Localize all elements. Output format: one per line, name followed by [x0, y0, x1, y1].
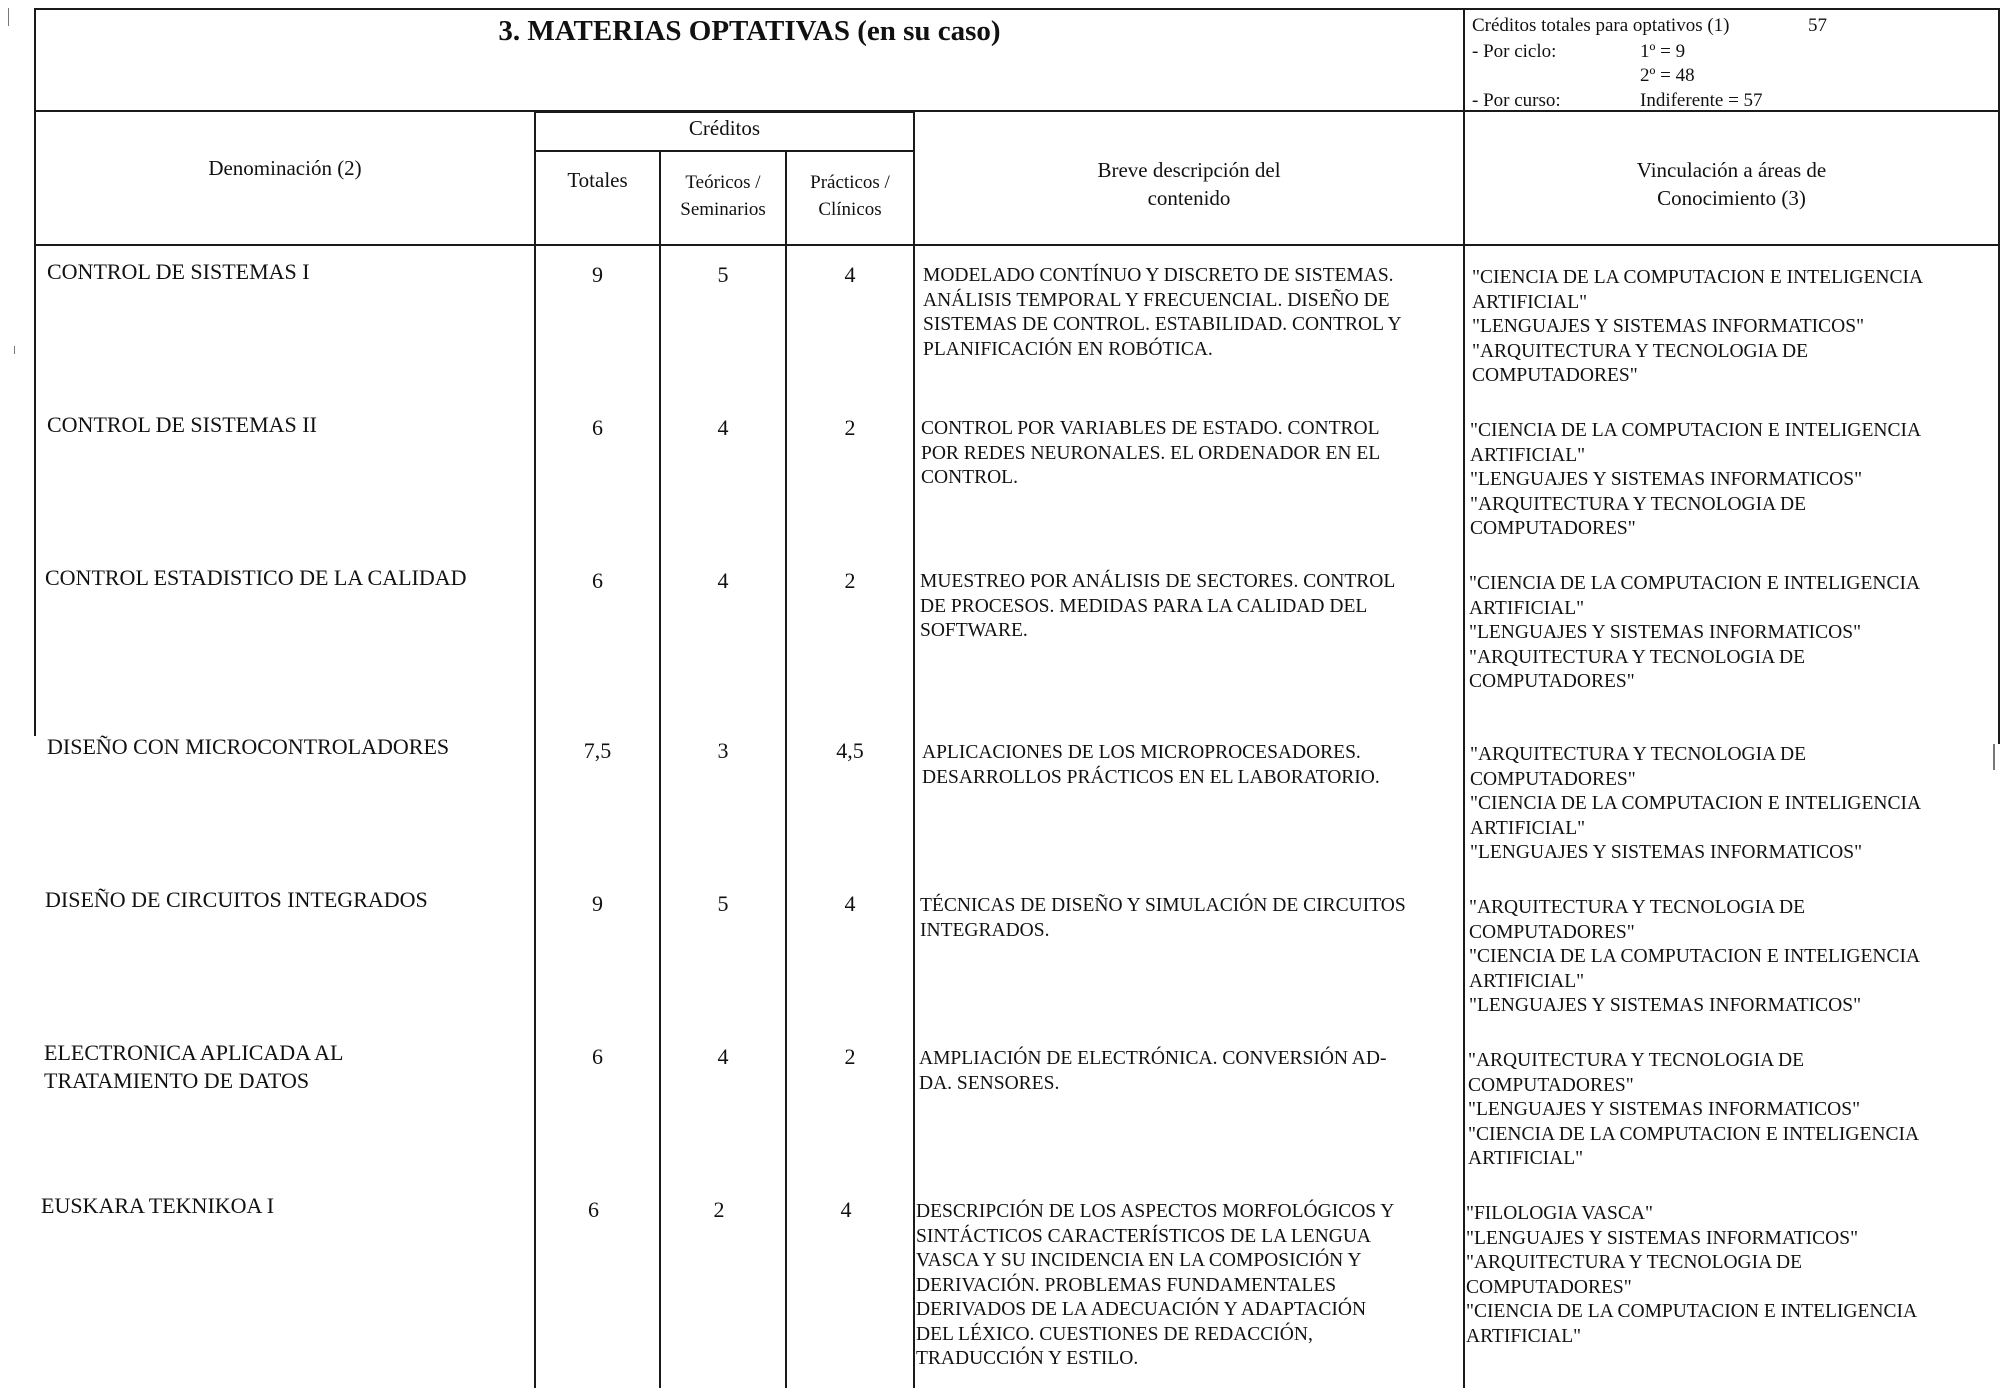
- credits-totales: 6: [592, 415, 603, 440]
- credits-teoricos: 4: [717, 415, 729, 440]
- credits-ciclo-label: - Por ciclo:: [1472, 41, 1557, 62]
- credits-curso-value: Indiferente = 57: [1640, 90, 1763, 111]
- knowledge-areas: "CIENCIA DE LA COMPUTACION E INTELIGENCIA ARTIFICIAL" "LENGUAJES Y SISTEMAS INFORMATICOS" "ARQUITECTURA Y TECNOLOGIA DE COMPUTADORES": [1470, 420, 1922, 539]
- credits-totales: 9: [592, 262, 603, 287]
- header-denominacion: Denominación (2): [208, 156, 362, 180]
- credits-teoricos: 4: [717, 568, 729, 593]
- page-title: 3. MATERIAS OPTATIVAS (en su caso): [498, 15, 1001, 47]
- border-right: [1998, 8, 2000, 744]
- credits-practicos: 2: [844, 1044, 856, 1069]
- subject-name: CONTROL DE SISTEMAS I: [47, 259, 310, 284]
- credits-teoricos: 5: [717, 262, 729, 287]
- credits-practicos: 4: [840, 1197, 852, 1222]
- credits-total-label: Créditos totales para optativos (1): [1472, 15, 1730, 36]
- header-creditos: Créditos: [688, 116, 761, 140]
- subject-description: AMPLIACIÓN DE ELECTRÓNICA. CONVERSIÓN AD- DA. SENSORES.: [919, 1048, 1387, 1094]
- header-totales: Totales: [567, 168, 628, 192]
- creditos-top: [534, 112, 915, 113]
- credits-practicos: 4,5: [836, 738, 864, 763]
- credits-total-value: 57: [1808, 15, 1827, 36]
- header-vinculacion: Vinculación a áreas de Conocimiento (3): [1636, 158, 1827, 210]
- subject-name: EUSKARA TEKNIKOA I: [41, 1193, 275, 1218]
- col-sep-descripcion: [1463, 8, 1465, 1388]
- credits-totales: 7,5: [583, 738, 612, 763]
- subject-name: DISEÑO DE CIRCUITOS INTEGRADOS: [45, 887, 428, 912]
- creditos-underline: [534, 150, 915, 152]
- credits-ciclo-2: 2º = 48: [1640, 65, 1695, 86]
- subject-description: MODELADO CONTÍNUO Y DISCRETO DE SISTEMAS. ANÁLISIS TEMPORAL Y FRECUENCIAL. DISEÑO DE SISTEMAS DE CONTROL. ESTABILIDAD. CONTROL Y PLANIFICACIÓN EN ROBÓTICA.: [923, 265, 1402, 360]
- credits-totales: 6: [592, 1044, 603, 1069]
- credits-practicos: 4: [844, 891, 856, 916]
- border-left-lower: [34, 244, 36, 736]
- header-practicos: Prácticos / Clínicos: [810, 172, 890, 220]
- credits-ciclo-1: 1º = 9: [1640, 41, 1686, 62]
- header-teoricos: Teóricos / Seminarios: [680, 172, 766, 220]
- credits-practicos: 2: [844, 568, 856, 593]
- subject-description: CONTROL POR VARIABLES DE ESTADO. CONTROL POR REDES NEURONALES. EL ORDENADOR EN EL CONTROL.: [921, 418, 1381, 488]
- subject-description: TÉCNICAS DE DISEÑO Y SIMULACIÓN DE CIRCUITOS INTEGRADOS.: [920, 895, 1406, 941]
- credits-totales: 6: [592, 568, 603, 593]
- credits-totales: 9: [592, 891, 603, 916]
- col-sep-practicos: [913, 112, 915, 1388]
- credits-teoricos: 5: [717, 891, 729, 916]
- header-row-bottom: [34, 244, 2000, 246]
- subject-description: APLICACIONES DE LOS MICROPROCESADORES. DESARROLLOS PRÁCTICOS EN EL LABORATORIO.: [922, 742, 1380, 788]
- subject-description: MUESTREO POR ANÁLISIS DE SECTORES. CONTROL DE PROCESOS. MEDIDAS PARA LA CALIDAD DEL SOFTWARE.: [920, 571, 1396, 641]
- header-descripcion: Breve descripción del contenido: [1097, 158, 1281, 210]
- credits-teoricos: 4: [717, 1044, 729, 1069]
- scan-mark: [8, 8, 9, 26]
- scan-mark: [14, 346, 15, 354]
- border-top: [34, 8, 2000, 10]
- subject-name: CONTROL DE SISTEMAS II: [47, 412, 317, 437]
- credits-teoricos: 3: [717, 738, 729, 763]
- knowledge-areas: "ARQUITECTURA Y TECNOLOGIA DE COMPUTADORES" "LENGUAJES Y SISTEMAS INFORMATICOS" "CIENCIA DE LA COMPUTACION E INTELIGENCIA ARTIFICIAL": [1468, 1050, 1920, 1169]
- credits-teoricos: 2: [713, 1197, 725, 1222]
- knowledge-areas: "CIENCIA DE LA COMPUTACION E INTELIGENCIA ARTIFICIAL" "LENGUAJES Y SISTEMAS INFORMATICOS" "ARQUITECTURA Y TECNOLOGIA DE COMPUTADORES": [1469, 573, 1921, 692]
- subject-name: DISEÑO CON MICROCONTROLADORES: [47, 734, 450, 759]
- knowledge-areas: "CIENCIA DE LA COMPUTACION E INTELIGENCIA ARTIFICIAL" "LENGUAJES Y SISTEMAS INFORMATICOS" "ARQUITECTURA Y TECNOLOGIA DE COMPUTADORES": [1472, 267, 1924, 386]
- credits-practicos: 2: [844, 415, 856, 440]
- credits-curso-label: - Por curso:: [1472, 90, 1561, 111]
- credits-totales: 6: [588, 1197, 599, 1222]
- knowledge-areas: "ARQUITECTURA Y TECNOLOGIA DE COMPUTADORES" "CIENCIA DE LA COMPUTACION E INTELIGENCIA ARTIFICIAL" "LENGUAJES Y SISTEMAS INFORMATICOS": [1470, 744, 1922, 863]
- credits-practicos: 4: [844, 262, 856, 287]
- subject-name: CONTROL ESTADISTICO DE LA CALIDAD: [45, 565, 467, 590]
- knowledge-areas: "ARQUITECTURA Y TECNOLOGIA DE COMPUTADORES" "CIENCIA DE LA COMPUTACION E INTELIGENCIA ARTIFICIAL" "LENGUAJES Y SISTEMAS INFORMATICOS": [1469, 897, 1921, 1016]
- subject-name: ELECTRONICA APLICADA AL TRATAMIENTO DE DATOS: [44, 1040, 344, 1093]
- subject-description: DESCRIPCIÓN DE LOS ASPECTOS MORFOLÓGICOS Y SINTÁCTICOS CARACTERÍSTICOS DE LA LENGUA VASCA Y SU INCIDENCIA EN LA COMPOSICIÓN Y DERIVACIÓN. PROBLEMAS FUNDAMENTALES DERIVADOS DE LA ADECUACIÓN Y ADAPTACIÓN DEL LÉXICO. CUESTIONES DE REDACCIÓN, TRADUCCIÓN Y ESTILO.: [916, 1201, 1395, 1369]
- knowledge-areas: "FILOLOGIA VASCA" "LENGUAJES Y SISTEMAS INFORMATICOS" "ARQUITECTURA Y TECNOLOGIA DE COMPUTADORES" "CIENCIA DE LA COMPUTACION E INTELIGENCIA ARTIFICIAL": [1466, 1203, 1918, 1347]
